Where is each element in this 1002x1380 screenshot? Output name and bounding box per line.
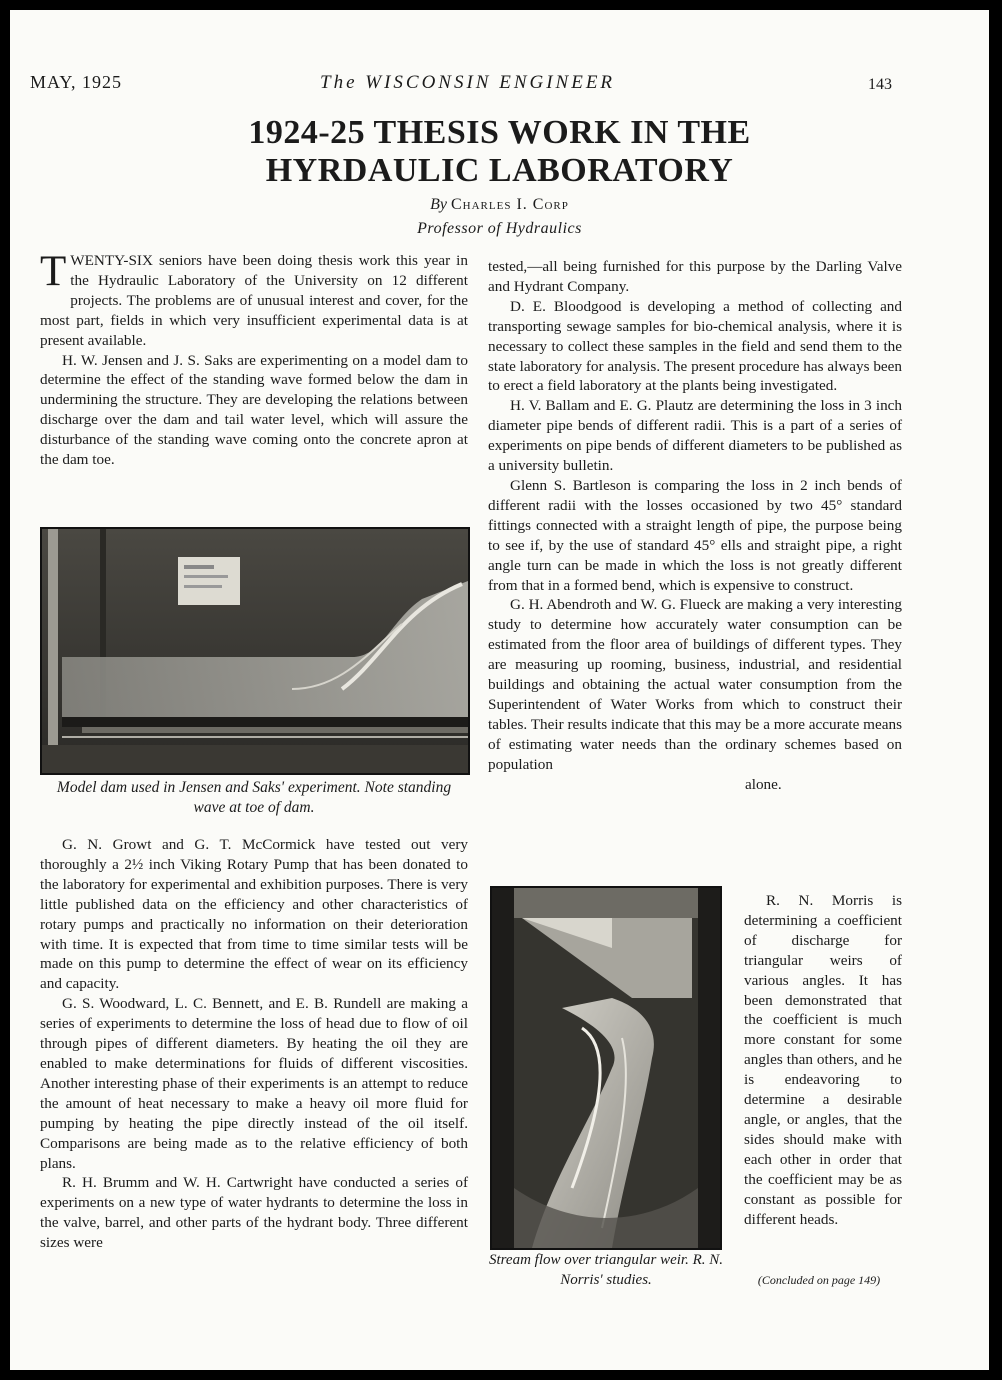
paragraph-brumm-cartwright: R. H. Brumm and W. H. Cartwright have conducted a series of experiments on a new type of water hydrants to determine the loss in the valve, barrel, and other parts of the hydrant body. Three different sizes were: [40, 1174, 468, 1252]
paragraph-ballam-plautz: H. V. Ballam and E. G. Plautz are determining the loss in 3 inch diameter pipe bends of different radii. This is a part of a series of experiments on pipe bends of different diameters to be published as a university bulletin.: [488, 397, 902, 475]
issue-date: MAY, 1925: [30, 72, 123, 92]
model-dam-photo: [40, 527, 470, 775]
paragraph-intro-text: WENTY-SIX seniors have been doing thesis work this year in the Hydraulic Laboratory of the University on 12 different projects. The problems are of unusual interest and cover, for the most part, fields in which very insufficient experimental data is at present available.: [40, 252, 468, 349]
right-column: [488, 257, 902, 794]
figure-caption-dam: Model dam used in Jensen and Saks' experiment. Note standing wave at toe of dam.: [56, 779, 452, 816]
title-line-2: HYRDAULIC LABORATORY: [265, 152, 734, 189]
left-column-upper: [40, 248, 468, 470]
author-role: Professor of Hydraulics: [417, 220, 582, 237]
left-column-lower: [40, 835, 468, 1253]
journal-page: [10, 10, 989, 1370]
continued-note: (Concluded on page 149): [757, 1273, 881, 1287]
byline-by: By: [430, 196, 447, 213]
paragraph-abendroth-end: alone.: [745, 775, 782, 793]
author-name: Charles I. Corp: [451, 196, 569, 213]
drop-cap: T: [40, 248, 67, 295]
journal-name: The WISCONSIN ENGINEER: [320, 72, 616, 93]
paragraph-woodward: G. S. Woodward, L. C. Bennett, and E. B. Rundell are making a series of experiments to determine the loss of head due to flow of oil through pipes of different diameters. By heating the oil they are enabled to make determinations for fluids of different viscosities. Another interesting phase of their experiments is an attempt to reduce the amount of heat necessary to make a heavy oil more fluid for pumping by heating the pipe directly instead of the oil itself. Comparisons are being made as to the relative efficiency of both plans.: [40, 995, 468, 1172]
paragraph-growt-mccormick: G. N. Growt and G. T. McCormick have tested out very thoroughly a 2½ inch Viking Rotary Pump that has been donated to the laboratory for experimental and exhibition purposes. There is very little published data on the efficiency and other characteristics of rotary pumps and practically no information on their deterioration with time. It is expected that from time to time similar tests will be made on this pump to determine the effect of wear on its efficiency and capacity.: [40, 836, 468, 993]
paragraph-abendroth-flueck: G. H. Abendroth and W. G. Flueck are making a very interesting study to determine how accurately water consumption can be estimated from the floor area of buildings of different types. They are measuring up rooming, business, industrial, and residential buildings and obtaining the actual water consumption from the Superintendent of Water Works from which to construct their tables. Their results indicate that this may be a more accurate means of estimating water needs than the ordinary schemes based on population: [488, 596, 902, 773]
byline: [10, 196, 989, 214]
article-title: [10, 114, 989, 190]
paragraph-bloodgood: D. E. Bloodgood is developing a method of collecting and transporting sewage samples for bio-chemical analysis, where it is necessary to collect these samples in the field and send them to the state laboratory for analysis. The present procedure has always been to erect a field laboratory at the plants being investigated.: [488, 297, 902, 395]
figure-caption-weir: Stream flow over triangular weir. R. N. Norris' studies.: [488, 1252, 724, 1288]
right-column-beside-photo: [744, 891, 902, 1229]
weir-illustration: [492, 888, 720, 1248]
running-header: [10, 72, 989, 102]
paragraph-intro: [40, 248, 468, 351]
page-number: 143: [868, 76, 892, 93]
paragraph-hydrant-continued: tested,—all being furnished for this purpose by the Darling Valve and Hydrant Company.: [488, 258, 902, 295]
paragraph-bartleson: Glenn S. Bartleson is comparing the loss in 2 inch bends of different radii with the losses occasioned by two 45° standard fittings connected with a straight length of pipe, the purpose being to see if, by the use of standard 45° ells and straight pipe, a right angle turn can be made in which the loss is not greatly different from that in a formed bend, which is expensive to construct.: [488, 476, 902, 594]
title-line-1: 1924-25 THESIS WORK IN THE: [248, 114, 751, 151]
model-dam-illustration: [42, 529, 468, 773]
paragraph-morris: R. N. Morris is determining a coefficient of discharge for triangular weirs of various angles. It has been demonstrated that the coefficient is much more constant for some angles than others, and he is endeavoring to determine a desirable angle, or angles, that the sides should make with each other in order that the coefficient may be as constant as possible for different heads.: [744, 892, 902, 1228]
paragraph-jensen-saks: H. W. Jensen and J. S. Saks are experimenting on a model dam to determine the effect of the standing wave formed below the dam in undermining the structure. They are developing the relations between discharge over the dam and tail water level, which will assure the disturbance of the standing wave coming onto the concrete apron at the dam toe.: [40, 351, 468, 469]
triangular-weir-photo: [490, 886, 722, 1250]
